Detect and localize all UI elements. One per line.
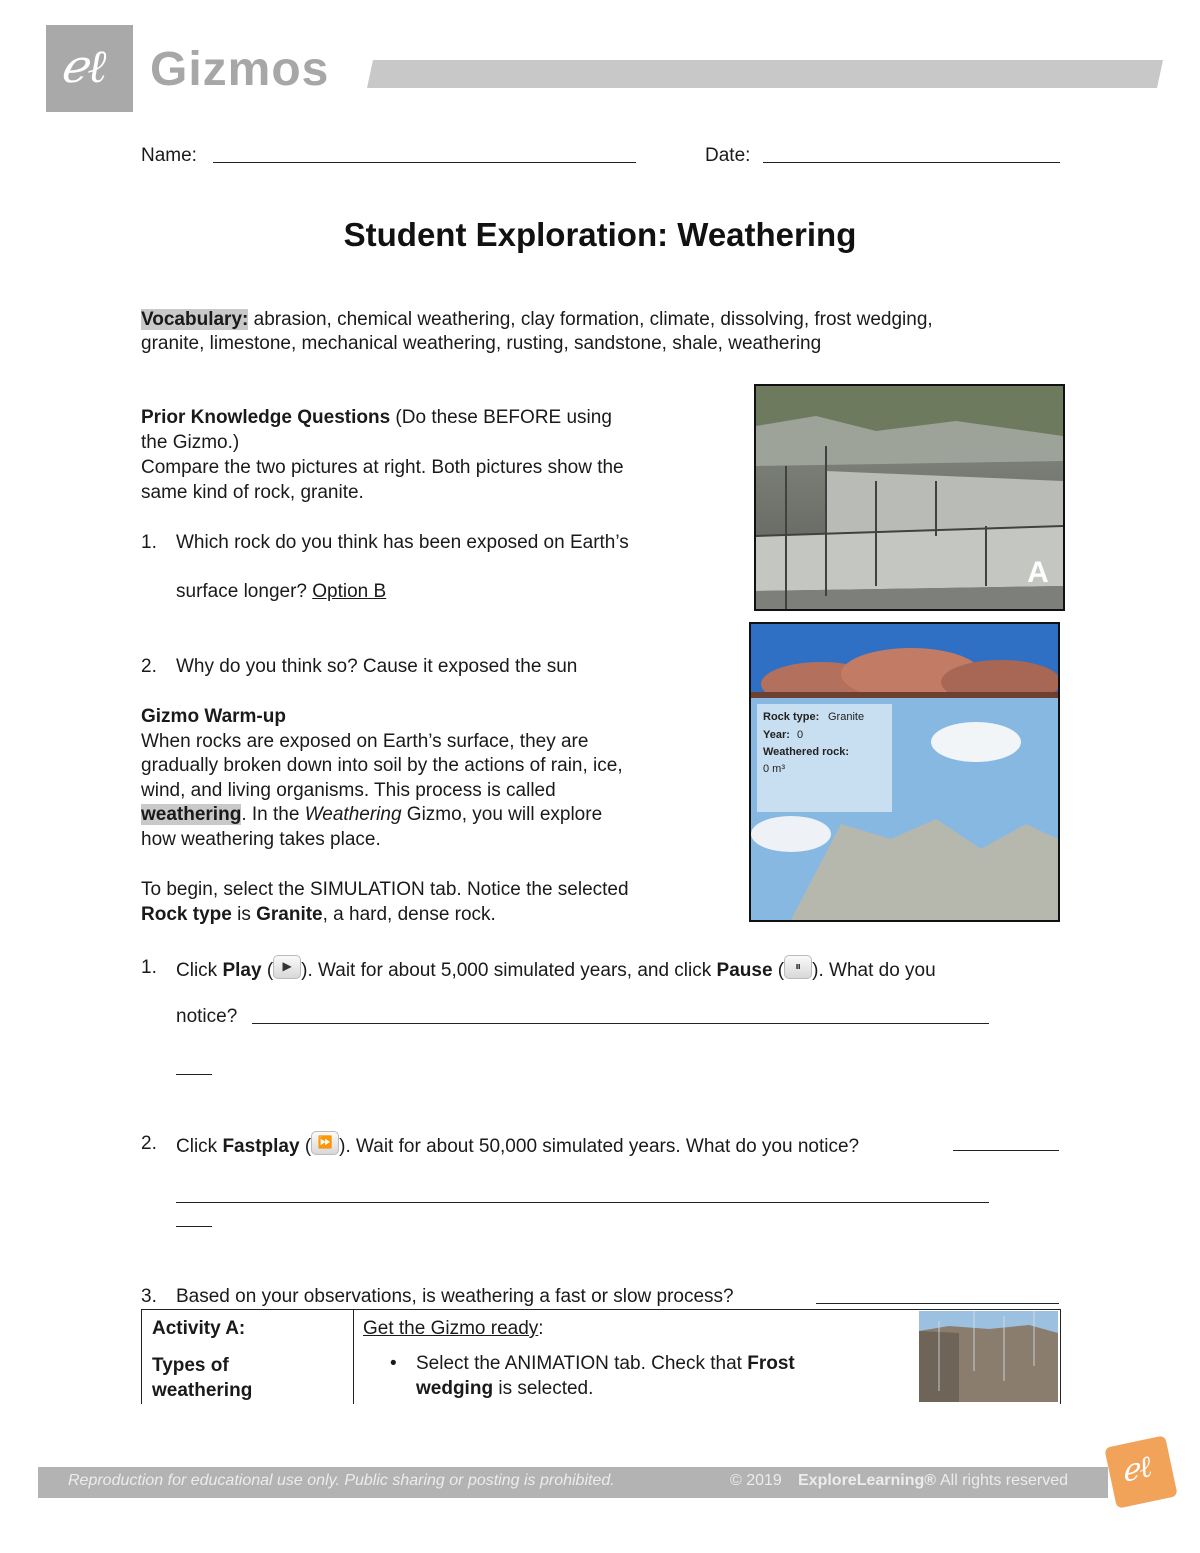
date-field[interactable] (763, 162, 1060, 163)
photo-label-a: A (1027, 556, 1049, 589)
pause-icon: ⏸ (784, 955, 812, 979)
vocab-label: Vocabulary: (141, 309, 249, 330)
warmup-line-1: When rocks are exposed on Earth’s surface, they are (141, 731, 589, 752)
activity-instructions-cell (354, 1310, 919, 1404)
gizmo-simulation-image-b (749, 622, 1060, 922)
q2-text: Why do you think so? Cause it exposed the sun (176, 656, 578, 677)
step2-answer-line-2[interactable] (176, 1202, 989, 1203)
step2-answer-line-3[interactable] (176, 1226, 212, 1227)
q1-text: Which rock do you think has been exposed on Earth’s (176, 532, 629, 553)
footer-copyright: © 2019 (730, 1472, 782, 1489)
header-bar (367, 60, 1163, 88)
step1-answer-line-2[interactable] (176, 1074, 212, 1075)
step1-text: Click Play ( ▶ ). Wait for about 5,000 simulated years, and click Pause ( ⏸ ). What do you (176, 955, 936, 983)
step3-answer-line[interactable] (816, 1303, 1059, 1304)
step1-answer-line-1[interactable] (252, 1023, 989, 1024)
prior-line-2: the Gizmo.) (141, 432, 240, 453)
footer-brand: ExploreLearning® (798, 1472, 937, 1489)
vocab-line-1: Vocabulary: abrasion, chemical weathering, clay formation, climate, dissolving, frost wedging, (141, 309, 933, 330)
gizmo-ready-heading: Get the Gizmo ready: (363, 1318, 544, 1339)
bullet-line-2: wedging is selected. (416, 1378, 594, 1399)
q2-number: 2. (141, 656, 157, 677)
q1-answer-line: surface longer? Option B (176, 581, 387, 602)
step2-text: Click Fastplay ( ⏩ ). Wait for about 50,000 simulated years. What do you notice? (176, 1131, 859, 1159)
warmup-line-6: To begin, select the SIMULATION tab. Notice the selected (141, 879, 629, 900)
step3-number: 3. (141, 1286, 157, 1307)
fastplay-icon: ⏩ (311, 1131, 339, 1155)
step1-number: 1. (141, 957, 157, 978)
q1-answer[interactable]: Option B (312, 581, 387, 602)
name-field[interactable] (213, 162, 636, 163)
bullet-dot: • (390, 1353, 397, 1374)
activity-title: Activity A: (152, 1318, 246, 1339)
warmup-line-7: Rock type is Granite, a hard, dense rock. (141, 904, 496, 925)
svg-text:Rock type:: Rock type: (763, 711, 820, 723)
activity-title-cell (142, 1310, 354, 1404)
explorelearning-logo-icon: ℯℓ (1104, 1435, 1178, 1509)
footer-bar (38, 1467, 1108, 1498)
svg-text:Granite: Granite (828, 711, 865, 723)
activity-subtitle-2: weathering (152, 1380, 253, 1401)
step2-answer-line-1[interactable] (953, 1150, 1059, 1151)
date-label: Date: (705, 145, 751, 166)
name-label: Name: (141, 145, 197, 166)
activity-subtitle-1: Types of (152, 1355, 229, 1376)
q1-number: 1. (141, 532, 157, 553)
svg-text:Year:: Year: (763, 729, 790, 741)
svg-text:0 m³: 0 m³ (763, 763, 785, 775)
step3-text: Based on your observations, is weathering a fast or slow process? (176, 1286, 734, 1307)
svg-text:Weathered rock:: Weathered rock: (763, 746, 849, 758)
prior-heading: Prior Knowledge Questions (Do these BEFORE using (141, 407, 612, 428)
svg-text:0: 0 (797, 729, 804, 741)
granite-quarry-photo-a (754, 384, 1065, 611)
vocab-line-2: granite, limestone, mechanical weathering, rusting, sandstone, shale, weathering (141, 333, 822, 354)
el-logo-icon: ℯℓ (60, 39, 107, 93)
warmup-line-3: wind, and living organisms. This process is called (141, 780, 556, 801)
warmup-line-2: gradually broken down into soil by the actions of rain, ice, (141, 755, 623, 776)
page-title: Student Exploration: Weathering (343, 216, 857, 253)
warmup-heading: Gizmo Warm-up (141, 706, 286, 727)
footer-notice: Reproduction for educational use only. Public sharing or posting is prohibited. (68, 1472, 615, 1489)
gizmos-logo (46, 25, 133, 112)
frost-wedging-thumbnail (919, 1311, 1058, 1402)
brand-name: Gizmos (150, 43, 330, 96)
bullet-line-1: Select the ANIMATION tab. Check that Frost (416, 1353, 795, 1374)
footer-rights: All rights reserved (940, 1472, 1069, 1489)
play-icon: ▶ (273, 955, 301, 979)
prior-line-3: Compare the two pictures at right. Both pictures show the (141, 457, 624, 478)
warmup-line-4: weathering. In the Weathering Gizmo, you will explore (141, 804, 603, 825)
step1-notice: notice? (176, 1006, 238, 1027)
prior-line-4: same kind of rock, granite. (141, 482, 364, 503)
step2-number: 2. (141, 1133, 157, 1154)
warmup-line-5: how weathering takes place. (141, 829, 381, 850)
